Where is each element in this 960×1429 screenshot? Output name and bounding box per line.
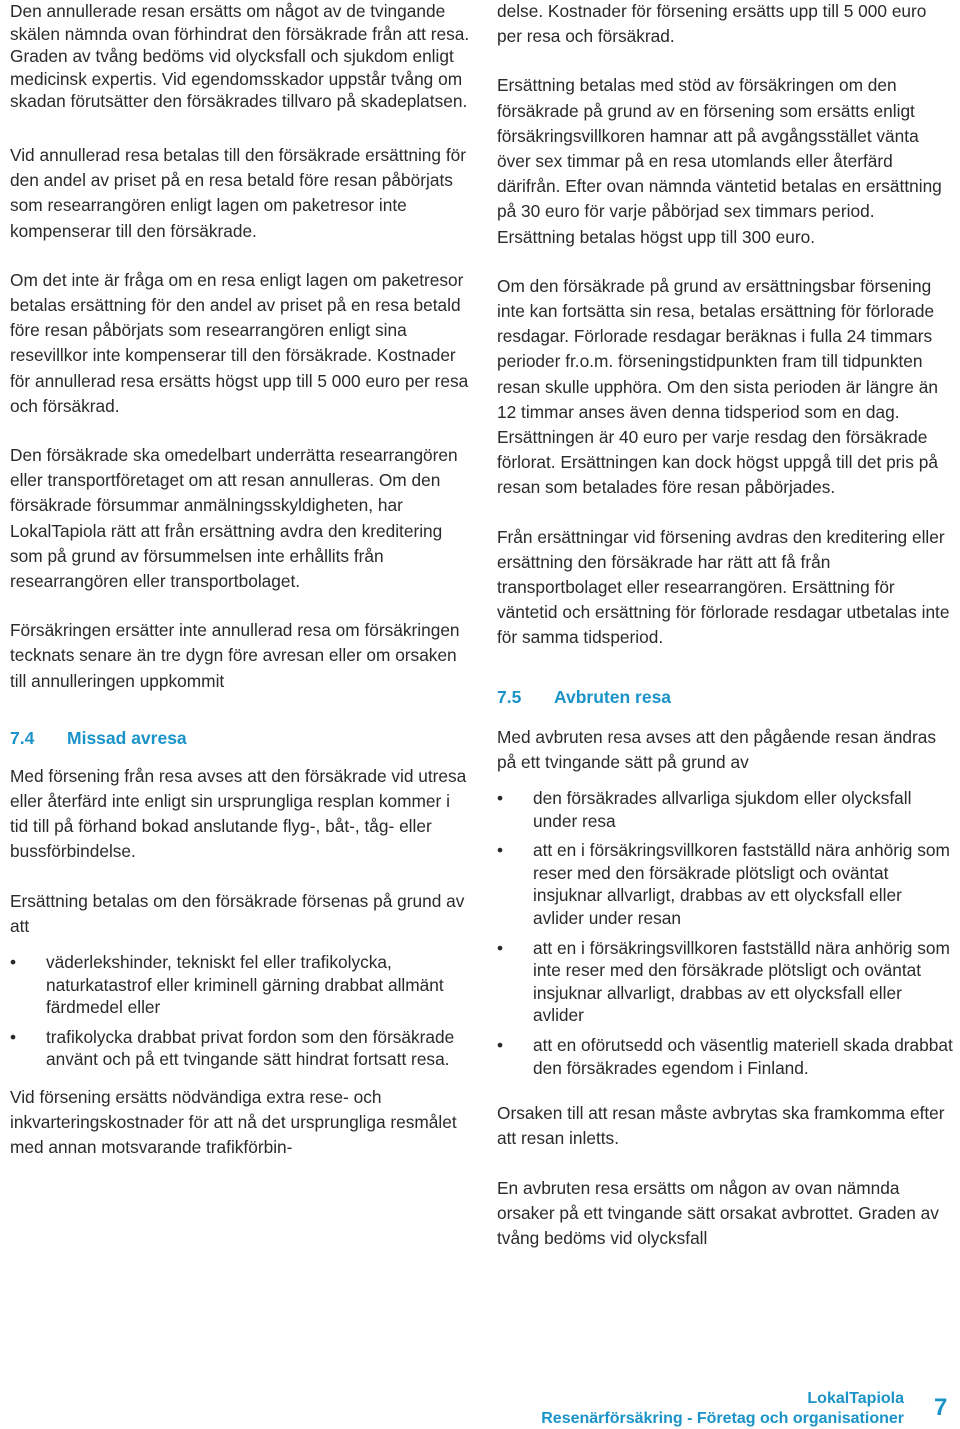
section-heading-7-4 (10, 726, 472, 750)
footer-subtitle: Resenärförsäkring - Företag och organisationer (541, 1410, 904, 1427)
paragraph: Ersättning betalas om den försäkrade försenas på grund av att (10, 890, 465, 936)
paragraph: Den försäkrade ska omedelbart underrätta researrangören eller transportföretaget om att resan annulleras. Om den försäkrade försummar anmälningsskyldigheten, har LokalTapiola rätt att från ersättning avdra den kreditering som på grund av försummelsen inte erhållits från researrangören eller transportbolaget. (10, 445, 458, 592)
paragraph: Ersättning betalas med stöd av försäkringen om den försäkrade på grund av en försening som ersätts enligt försäkringsvillkoren hamnar att på avgångsstället vänta över sex timmar på en resa utomlands eller återfärd därifrån. Efter ovan nämnda väntetid betalas en ersättning på 30 euro för varje påbörjad sex timmars period. Ersättning betalas högst upp till 300 euro. (497, 75, 942, 247)
list-item (497, 839, 953, 929)
list-item (497, 937, 953, 1027)
paragraph: Med avbruten resa avses att den pågående resan ändras på ett tvingande sätt på grund av (497, 726, 937, 772)
paragraph: delse. Kostnader för försening ersätts upp till 5 000 euro per resa och försäkrad. (497, 1, 927, 47)
section-number: 7.5 (497, 686, 522, 707)
bullet-icon: • (497, 788, 504, 809)
paragraph: Den annullerade resan ersätts om något av de tvingande skälen nämnda ovan förhindrat den försäkrade från att resa. Graden av tvång bedöms vid olycksfall och sjukdom enligt medicinsk expertis. Vid egendomsskador uppstår tvång om skadan förutsätter den försäkrades tillvaro på skadeplatsen. (10, 1, 470, 112)
paragraph: En avbruten resa ersätts om någon av ovan nämnda orsaker på ett tvingande sätt orsakat avbrottet. Graden av tvång bedöms vid olycksfall (497, 1177, 939, 1249)
bullet-icon: • (497, 840, 504, 861)
section-number: 7.4 (10, 727, 35, 748)
paragraph: Om det inte är fråga om en resa enligt lagen om paketresor betalas ersättning för den andel av priset på en resa betald före resan påbörjats som researrangören enligt sina resevillkor inte kompenserar till den försäkrade. Kostnader för annullerad resa ersätts högst upp till 5 000 euro per resa och försäkrad. (10, 269, 469, 416)
paragraph: Om den försäkrade på grund av ersättningsbar försening inte kan fortsätta sin resa, betalas ersättning för förlorade resdagar. Förlorade resdagar beräknas i fulla 24 timmars perioder fr.o.m. förseningstidpunkten fram till tidpunkten resan skulle upphöra. Om den sista perioden är längre än 12 timmar anses även denna tidsperiod som en dag. Ersättningen är 40 euro per varje resdag den försäkrade förlorat. Ersättningen kan dock högst uppgå till det pris på resan som betalades före resan påbörjades. (497, 275, 938, 498)
list-item-text: väderlekshinder, tekniskt fel eller trafikolycka, naturkatastrof eller kriminell gärning drabbat allmänt färdmedel eller (46, 952, 444, 1018)
section-title: Missad avresa (67, 727, 187, 748)
bullet-icon: • (10, 952, 17, 973)
paragraph: Försäkringen ersätter inte annullerad resa om försäkringen tecknats senare än tre dygn före avresan eller om orsaken till annulleringen uppkommit (10, 620, 460, 691)
paragraph: Från ersättningar vid försening avdras den kreditering eller ersättning den försäkrade har rätt att få från transportbolaget eller researrangören. Ersättning för väntetid och ersättning för förlorade resdagar utbetalas inte för samma tidsperiod. (497, 526, 950, 648)
list-item-text: den försäkrades allvarliga sjukdom eller olycksfall under resa (533, 788, 912, 831)
list-item-text: att en i försäkringsvillkoren fastställd nära anhörig som inte reser med den försäkrade plötsligt och oväntat insjuknar allvarligt, drabbas av ett olycksfall eller avlider (533, 937, 950, 1026)
list-item (10, 1026, 472, 1071)
paragraph: Orsaken till att resan måste avbrytas ska framkomma efter att resan inletts. (497, 1103, 945, 1149)
list-item (10, 951, 472, 1019)
bullet-icon: • (497, 1035, 504, 1056)
bullet-list (497, 787, 953, 1079)
list-item-text: att en oförutsedd och väsentlig materiell skada drabbat den försäkrades egendom i Finland. (533, 1035, 953, 1078)
section-title: Avbruten resa (554, 686, 672, 707)
footer (541, 1389, 904, 1429)
right-column (497, 0, 953, 1251)
bullet-list (10, 951, 472, 1071)
section-heading-7-5 (497, 685, 953, 709)
list-item-text: att en i försäkringsvillkoren fastställd nära anhörig som reser med den försäkrade plötsligt och oväntat insjuknar allvarligt, drabbas av ett olycksfall eller avlider under resan (533, 840, 950, 929)
list-item (497, 1034, 953, 1079)
paragraph: Vid annullerad resa betalas till den försäkrade ersättning för den andel av priset på en resa betald före resan påbörjats som researrangören enligt lagen om paketresor inte kompenserar till den försäkrade. (10, 144, 466, 241)
list-item (497, 787, 953, 832)
list-item-text: trafikolycka drabbat privat fordon som den försäkrade använt och på ett tvingande sätt hindrat fortsatt resa. (46, 1026, 455, 1070)
page-number: 7 (934, 1394, 948, 1421)
paragraph: Vid försening ersätts nödvändiga extra rese- och inkvarteringskostnader för att nå det ursprungliga resmålet med annan motsvarande trafikförbin- (10, 1087, 457, 1158)
left-column (10, 0, 472, 1161)
bullet-icon: • (10, 1026, 17, 1047)
brand-name: LokalTapiola (807, 1390, 904, 1407)
bullet-icon: • (497, 937, 504, 958)
paragraph: Med försening från resa avses att den försäkrade vid utresa eller återfärd inte enligt sin ursprungliga resplan kommer i tid till på förhand bokad anslutande flyg-, båt-, tåg- eller bussförbindelse. (10, 765, 467, 862)
